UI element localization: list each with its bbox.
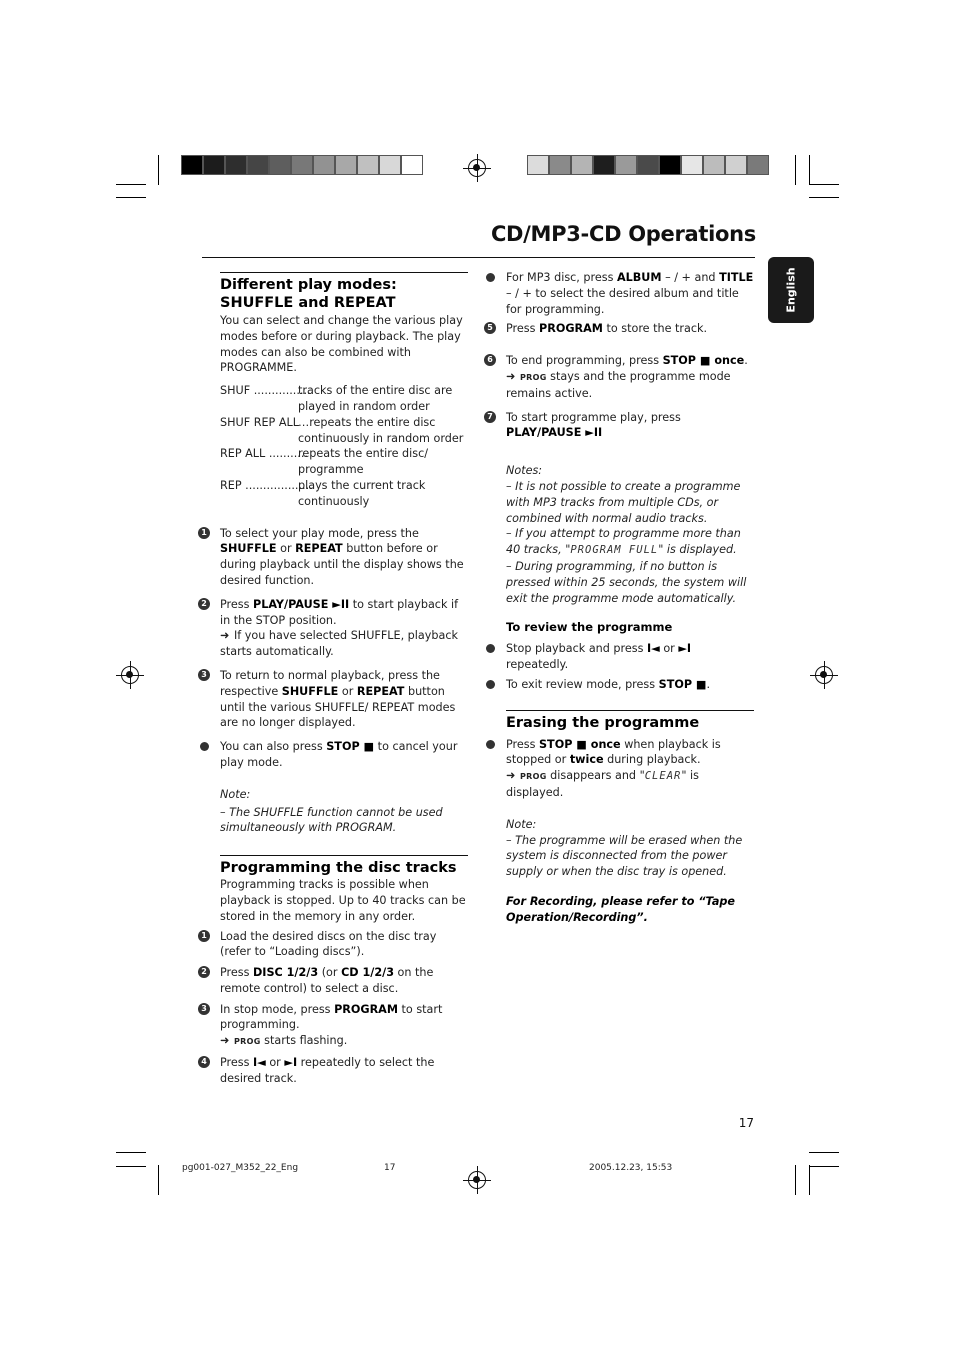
crop-mark — [809, 184, 839, 185]
text: To exit review mode, press — [506, 677, 659, 691]
crop-mark — [116, 1166, 146, 1167]
language-tab-label: English — [784, 267, 798, 313]
registration-mark-icon — [468, 159, 486, 177]
text-bold: PROGRAM — [539, 322, 603, 336]
step-2 — [200, 597, 468, 660]
review-step-2 — [486, 677, 754, 693]
recording-reference: For Recording, please refer to “Tape Operation/Recording”. — [506, 894, 735, 924]
color-swatch — [659, 155, 681, 175]
registration-mark-icon — [468, 1171, 486, 1189]
crop-mark — [158, 155, 159, 185]
footer-filename: pg001-027_M352_22_Eng — [182, 1163, 299, 1173]
text: on the remote control) to select a disc. — [220, 966, 434, 995]
footer-date: 2005.12.23, 15:53 — [589, 1163, 673, 1173]
text-bold: STOP ■ once — [662, 354, 745, 368]
text-bold: REPEAT — [295, 542, 343, 556]
color-swatch — [181, 155, 203, 175]
text: Press — [506, 322, 539, 336]
text-bold: DISC 1/2/3 — [253, 966, 319, 980]
arrow-right-icon: ➜ — [506, 369, 516, 383]
color-swatch — [549, 155, 571, 175]
text: In stop mode, press — [220, 1002, 335, 1016]
text: Press — [220, 597, 253, 611]
arrow-right-icon: ➜ — [506, 769, 516, 783]
prog-indicator: PROG — [520, 372, 547, 382]
text: " is displayed. — [506, 769, 699, 799]
color-swatch — [527, 155, 549, 175]
step-number-badge: 1 — [198, 930, 210, 942]
review-step-1 — [486, 641, 754, 673]
shuffle-heading: Different play modes: SHUFFLE and REPEAT — [220, 272, 468, 312]
color-swatch — [571, 155, 593, 175]
crop-mark — [809, 155, 810, 185]
arrow-right-icon: ➜ — [220, 1034, 230, 1048]
right-column — [486, 270, 754, 926]
erase-step — [486, 737, 754, 801]
color-swatch — [637, 155, 659, 175]
text: to start programming. — [220, 1002, 443, 1032]
color-swatch — [747, 155, 769, 175]
step-number-badge: 3 — [198, 669, 210, 681]
note-text: – The SHUFFLE function cannot be used simultaneously with PROGRAM. — [220, 805, 443, 835]
color-swatch — [725, 155, 747, 175]
mode-desc: repeats the entire disc/ programme — [298, 447, 428, 477]
text: Press — [506, 737, 539, 751]
crop-mark — [116, 184, 146, 185]
color-swatch — [225, 155, 247, 175]
review-heading: To review the programme — [506, 620, 673, 635]
mode-key: SHUF REP ALL — [220, 415, 299, 429]
text: To end programming, press — [506, 354, 663, 368]
notes-block — [486, 463, 754, 606]
color-swatch — [401, 155, 423, 175]
text: when playback is stopped or — [506, 737, 721, 767]
color-swatch — [357, 155, 379, 175]
bullet-icon — [200, 742, 209, 751]
text-bold: ALBUM — [616, 271, 662, 284]
text: – / + to select the desired album and title for programming. — [506, 286, 739, 316]
text: – / + and — [661, 271, 720, 284]
prog-indicator: PROG — [234, 1037, 261, 1047]
color-swatch — [335, 155, 357, 175]
title-rule — [202, 257, 755, 258]
mode-desc: tracks of the entire disc are played in random order — [298, 384, 453, 413]
text: To return to normal playback, press the respective — [220, 668, 440, 698]
step-number-badge: 2 — [198, 966, 210, 978]
registration-mark-icon — [121, 666, 139, 684]
mode-row — [220, 478, 468, 510]
text-bold: PROGRAM — [334, 1002, 398, 1016]
text-bold: SHUFFLE — [281, 684, 339, 698]
crop-mark — [795, 155, 796, 185]
text: or — [276, 542, 296, 556]
text: . — [706, 677, 711, 691]
note-item: – During programming, if no button is pressed within 25 seconds, the system will exit the programme mode automatically. — [506, 559, 747, 605]
text-bold: TITLE — [719, 271, 754, 284]
text: during playback. — [603, 753, 701, 767]
prog-step-1 — [200, 929, 468, 961]
mode-table — [220, 383, 468, 509]
page-number: 17 — [738, 1116, 754, 1130]
previous-track-icon: I◄ — [646, 642, 660, 656]
color-swatch — [291, 155, 313, 175]
prog-step-3 — [200, 1002, 468, 1050]
step-number-badge: 4 — [198, 1056, 210, 1068]
next-track-icon: ►I — [678, 642, 692, 656]
step-1 — [200, 526, 468, 589]
crop-mark — [116, 197, 146, 198]
color-swatch — [247, 155, 269, 175]
text: . — [744, 354, 748, 368]
text: stays and the programme mode remains active. — [506, 369, 731, 400]
lcd-text: CLEAR — [644, 770, 682, 783]
step-number-badge: 3 — [198, 1003, 210, 1015]
text: – If you attempt to programme more than 40 tracks, " — [506, 527, 741, 557]
text: to store the track. — [602, 322, 708, 336]
text-bold: CD 1/2/3 — [341, 966, 394, 980]
text: to cancel your play mode. — [220, 740, 458, 769]
registration-mark-icon — [815, 666, 833, 684]
programming-heading: Programming the disc tracks — [220, 855, 468, 877]
programming-intro: Programming tracks is possible when playback is stopped. Up to 40 tracks can be stored in the memory in any order. — [220, 878, 466, 923]
text: (or — [318, 966, 342, 980]
next-track-icon: ►I — [284, 1056, 298, 1070]
step-3 — [200, 668, 468, 731]
mode-row — [220, 383, 468, 415]
crop-mark — [809, 1165, 810, 1195]
mode-desc: …repeats the entire disc continuously in random order — [298, 415, 464, 445]
text: Press — [220, 1056, 253, 1070]
left-column — [200, 272, 468, 1087]
language-tab — [768, 257, 814, 323]
color-swatch — [703, 155, 725, 175]
text: To select your play mode, press the — [220, 526, 419, 540]
erase-heading: Erasing the programme — [506, 710, 754, 732]
arrow-right-icon: ➜ — [220, 629, 230, 643]
text-bold: STOP ■ once — [539, 737, 621, 751]
text: disappears and " — [546, 769, 645, 783]
text: starts flashing. — [260, 1034, 348, 1048]
text-bold: PLAY/PAUSE ►II — [253, 597, 350, 611]
text-bold: twice — [569, 753, 604, 767]
color-swatch — [313, 155, 335, 175]
footer-page: 17 — [384, 1163, 396, 1173]
mode-key: REP ALL ........... — [220, 447, 308, 461]
text-bold: SHUFFLE — [220, 542, 277, 556]
bullet-icon — [486, 740, 495, 749]
text: button until the various SHUFFLE/ REPEAT modes are no longer displayed. — [220, 684, 456, 730]
crop-mark — [158, 1165, 159, 1195]
text-bold: STOP ■ — [658, 677, 707, 691]
text: You can also press — [220, 740, 327, 754]
text: To start programme play, press — [506, 410, 681, 424]
note-item — [506, 526, 754, 559]
page-title: CD/MP3-CD Operations — [490, 222, 756, 246]
bullet-icon — [486, 680, 495, 689]
text: Press — [220, 966, 253, 980]
step-7 — [486, 410, 754, 442]
bullet-icon — [486, 273, 495, 282]
mode-key: REP ................... — [220, 478, 313, 492]
text-bold: REPEAT — [356, 684, 405, 698]
crop-mark — [795, 1165, 796, 1195]
lcd-text: PROGRAM FULL — [570, 544, 659, 557]
notes-label: Notes: — [506, 464, 543, 478]
crop-mark — [809, 1152, 839, 1153]
color-swatch — [269, 155, 291, 175]
text: or — [265, 1056, 285, 1070]
text: repeatedly. — [506, 657, 569, 671]
prog-step-2 — [200, 965, 468, 997]
step-number-badge: 6 — [484, 354, 496, 366]
text-bold: PLAY/PAUSE ►II — [506, 426, 603, 440]
text: or — [659, 642, 679, 656]
mode-row — [220, 446, 468, 478]
text: button before or during playback until the display shows the desired function. — [220, 542, 464, 587]
bullet-icon — [486, 644, 495, 653]
step-number-badge: 2 — [198, 598, 210, 610]
shuffle-intro: You can select and change the various play modes before or during playback. The play modes can also be combined with PROGRAMME. — [220, 314, 463, 375]
mp3-step — [486, 270, 754, 317]
mode-row — [220, 415, 468, 447]
crop-mark — [116, 1152, 146, 1153]
color-swatch — [379, 155, 401, 175]
crop-mark — [809, 1166, 839, 1167]
note-label: Note: — [220, 787, 251, 801]
text: If you have selected SHUFFLE, playback starts automatically. — [220, 629, 458, 659]
mode-key: SHUF ................ — [220, 384, 311, 398]
previous-track-icon: I◄ — [253, 1056, 266, 1070]
erase-note — [486, 817, 754, 880]
color-swatch — [593, 155, 615, 175]
text: Stop playback and press — [506, 642, 647, 656]
step-stop — [200, 739, 468, 771]
note-text: – The programme will be erased when the system is disconnected from the power supply or when the disc tray is opened. — [506, 833, 743, 879]
text: For MP3 disc, press — [506, 271, 617, 284]
prog-indicator: PROG — [520, 772, 547, 782]
color-swatch — [203, 155, 225, 175]
prog-step-4 — [200, 1055, 468, 1087]
text: " is displayed. — [658, 543, 737, 557]
text: repeatedly to select the desired track. — [220, 1056, 435, 1085]
text-bold: STOP ■ — [326, 740, 375, 754]
step-number-badge: 1 — [198, 527, 210, 539]
color-swatch — [615, 155, 637, 175]
text: Load the desired discs on the disc tray (refer to “Loading discs”). — [220, 929, 437, 959]
crop-mark — [809, 197, 839, 198]
step-number-badge: 7 — [484, 411, 496, 423]
color-swatch — [681, 155, 703, 175]
text: to start playback if in the STOP position. — [220, 597, 459, 627]
step-number-badge: 5 — [484, 322, 496, 334]
note-item: – It is not possible to create a programme with MP3 tracks from multiple CDs, or combined with normal audio tracks. — [506, 479, 741, 525]
text: or — [338, 684, 357, 698]
step-5 — [486, 321, 754, 337]
note-label: Note: — [506, 817, 537, 831]
mode-desc: plays the current track continuously — [298, 478, 426, 508]
step-6 — [486, 353, 754, 401]
